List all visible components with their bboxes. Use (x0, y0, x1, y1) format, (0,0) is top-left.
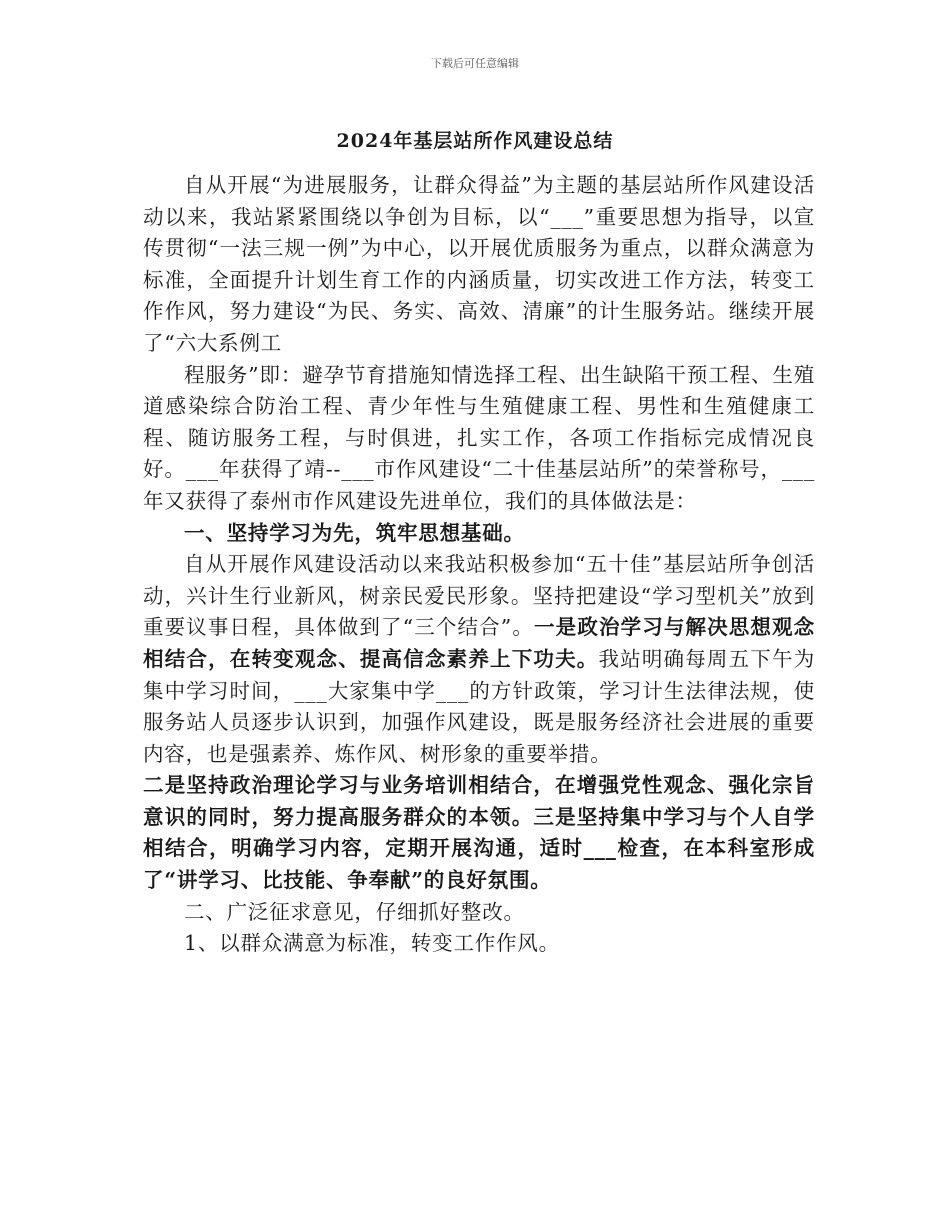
subsection-heading-1: 1、以群众满意为标准，转变工作作风。 (184, 931, 560, 956)
paragraph-study-detail: 我站明确每周五下午为集中学习时间，___大家集中学___的方针政策，学习计生法律法规，使服务站人员逐步认识到，加强作风建设，既是服务经济社会进展的重要内容，也是强素养、炼作风、树形象的重要举措。 (143, 646, 815, 766)
section-heading-2: 二、广泛征求意见，仔细抓好整改。 (184, 899, 525, 924)
section-heading-1: 一、坚持学习为先，筑牢思想基础。 (184, 520, 525, 545)
paragraph-study-intro: 自从开展作风建设活动以来我站积极参加“五十佳”基层站所争创活动，兴计生行业新风，树亲民爱民形象。坚持把建设“学习型机关”放到重要议事日程，具体做到了“三个结合”。 (143, 552, 815, 640)
document-title: 2024年基层站所作风建设总结 (336, 130, 614, 152)
paragraph-study-point-1: 一是政治学习与解决思想观念相结合，在转变观念、提高信念素养上下功夫。 (143, 615, 815, 671)
paragraph-study-points-2-3: 二是坚持政治理论学习与业务培训相结合，在增强党性观念、强化宗旨意识的同时，努力提高服务群众的本领。三是坚持集中学习与个人自学相结合，明确学习内容，定期开展沟通，适时___检查，在本科室形成了“讲学习、比技能、争奉献”的良好氛围。 (143, 773, 815, 893)
paragraph-services: 程服务”即：避孕节育措施知情选择工程、出生缺陷干预工程、生殖道感染综合防治工程、青少年性与生殖健康工程、男性和生殖健康工程、随访服务工程，与时俱进，扎实工作，各项工作指标完成情况良好。___年获得了靖--___市作风建设“二十佳基层站所”的荣誉称号，___年又获得了泰州市作风建设先进单位，我们的具体做法是： (143, 362, 815, 513)
header-note: 下载后可任意编辑 (431, 57, 519, 70)
document-body (143, 170, 815, 960)
paragraph-study (143, 549, 815, 770)
paragraph-intro: 自从开展“为进展服务，让群众得益”为主题的基层站所作风建设活动以来，我站紧紧围绕以争创为目标，以“___”重要思想为指导，以宣传贯彻“一法三规一例”为中心，以开展优质服务为重点，以群众满意为标准，全面提升计划生育工作的内涵质量，切实改进工作方法，转变工作作风，努力建设“为民、务实、高效、清廉”的计生服务站。继续开展了“六大系例工 (143, 173, 815, 355)
